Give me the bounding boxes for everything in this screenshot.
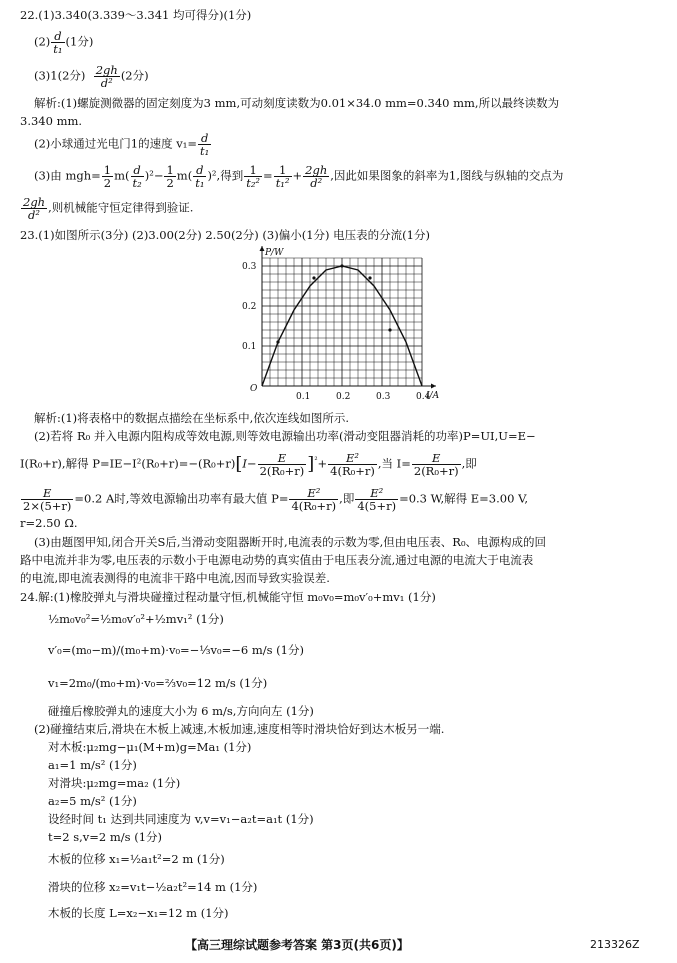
x-axis-arrow xyxy=(431,384,436,389)
page-footer-title: 【高三理综试题参考答案 第3页(共6页)】 xyxy=(185,938,409,952)
data-point xyxy=(388,328,391,331)
q24-line-8: a₁=1 m/s² (1分) xyxy=(48,758,137,772)
q24-line-1: 24.解:(1)橡胶弹丸与滑块碰撞过程动量守恒,机械能守恒 m₀v₀=m₀v′₀+mv₁ (1分) xyxy=(20,590,436,604)
q24-line-11: 设经时间 t₁ 达到共同速度为 v,v=v₁−a₂t=a₁t (1分) xyxy=(48,812,314,826)
q22-answer-1: 22.(1)3.340(3.339～3.341 均可得分)(1分) xyxy=(20,8,252,22)
q24-line-3: v′₀=(m₀−m)/(m₀+m)·v₀=−⅓v₀=−6 m/s (1分) xyxy=(48,643,304,657)
data-point xyxy=(276,340,279,343)
q24-line-9: 对滑块:μ₂mg=ma₂ (1分) xyxy=(48,776,181,790)
y-tick-label: 0.3 xyxy=(242,262,257,272)
y-tick-label: 0.2 xyxy=(242,302,257,312)
q24-line-15: 木板的长度 L=x₂−x₁=12 m (1分) xyxy=(48,906,229,920)
data-point xyxy=(340,264,343,267)
y-tick-label: 0.1 xyxy=(242,342,257,352)
q23-explain-4: $\frac{E}{2\times(5+r)}$ =0.2 A时,等效电源输出功率有最大值 P= $\frac{\text{E²}}{\text{4(R₀+r)}}$ ,即 $\frac{\text{E²}}{4(5+r)}$ =0.3 W,解得 E=3.00 V, xyxy=(23,486,529,514)
q22-answer-3: (3)1(2分) $\frac{2gh}{\text{d²}}$ (2分) xyxy=(34,63,149,91)
data-point xyxy=(368,276,371,279)
q23-explain-2: (2)若将 R₀ 并入电源内阻构成等效电源,则等效电源输出功率(滑动变阻器消耗的功率)P=UI,U=E− xyxy=(34,429,536,443)
q24-line-7: 对木板:μ₂mg−μ₁(M+m)g=Ma₁ (1分) xyxy=(48,740,252,754)
q24-line-14: 滑块的位移 x₂=v₁t−½a₂t²=14 m (1分) xyxy=(48,880,258,894)
q24-line-4: v₁=2m₀/(m₀+m)·v₀=⅔v₀=12 m/s (1分) xyxy=(48,676,268,690)
q24-line-13: 木板的位移 x₁=½a₁t²=2 m (1分) xyxy=(48,852,225,866)
y-axis-label: P/W xyxy=(265,248,284,258)
x-axis-label: I/A xyxy=(426,391,440,401)
power-current-chart xyxy=(236,244,442,404)
q23-explain-5: r=2.50 Ω. xyxy=(20,516,78,530)
q24-line-2: ½m₀v₀²=½m₀v′₀²+½mv₁² (1分) xyxy=(48,612,224,626)
x-tick-label: 0.4 xyxy=(416,392,431,402)
q23-answer: 23.(1)如图所示(3分) (2)3.00(2分) 2.50(2分) (3)偏小(1分) 电压表的分流(1分) xyxy=(20,228,430,242)
q23-explain-3: I(R₀+r),解得 P=IE−I²(R₀+r)=−(R₀+r)[I− $\frac{E}{\text{2(R₀+r)}}$ ]$^{^2}$+ $\frac{\text{E²}}{\text{4(R₀+r)}}$ ,当 I= $\frac{E}{\text{2(R₀+r)}}$ ,即 xyxy=(20,451,477,479)
data-point xyxy=(312,276,315,279)
q22-explain-2: (2)小球通过光电门1的速度 v₁= $\frac{d}{\text{t₁}}$ xyxy=(34,131,210,159)
q22-answer-2: (2) $\frac{d}{\text{t₁}}$ (1分) xyxy=(34,29,94,57)
q22-explain-1b: 3.340 mm. xyxy=(20,114,83,128)
q22-explain-3: (3)由 mgh= $\frac{1}{2}$ m( $\frac{d}{\text{t₂}}$ )²− $\frac{1}{2}$ m( $\frac{d}{\text{t₁}}$ )²,得到 $\frac{1}{\text{t₂²}}$ = $\frac{1}{\text{t₁²}}$ + $\frac{2gh}{\text{d²}}$ ,因此如果图象的斜率为1,图线与纵轴的交点为 xyxy=(34,163,564,191)
page-footer-code: 213326Z xyxy=(590,938,640,951)
q22-explain-1: 解析:(1)螺旋测微器的固定刻度为3 mm,可动刻度读数为0.01×34.0 mm=0.340 mm,所以最终读数为 xyxy=(34,96,560,110)
q24-line-10: a₂=5 m/s² (1分) xyxy=(48,794,137,808)
q24-line-6: (2)碰撞结束后,滑块在木板上减速,木板加速,速度相等时滑块恰好到达木板另一端. xyxy=(34,722,445,736)
x-tick-label: 0.3 xyxy=(376,392,391,402)
q23-explain-7: 路中电流并非为零,电压表的示数小于电源电动势的真实值由于电压表分流,通过电源的电流大于电流表 xyxy=(20,553,534,567)
q22-explain-4: $\frac{2gh}{\text{d²}}$ ,则机械能守恒定律得到验证. xyxy=(23,195,194,223)
q24-line-5: 碰撞后橡胶弹丸的速度大小为 6 m/s,方向向左 (1分) xyxy=(48,704,314,718)
q23-explain-1: 解析:(1)将表格中的数据点描绘在坐标系中,依次连线如图所示. xyxy=(34,411,349,425)
x-tick-label: 0.2 xyxy=(336,392,351,402)
origin-label: O xyxy=(250,384,258,394)
x-tick-label: 0.1 xyxy=(296,392,311,402)
q23-explain-8: 的电流,即电流表测得的电流非干路中电流,因而导致实验误差. xyxy=(20,571,330,585)
q24-line-12: t=2 s,v=2 m/s (1分) xyxy=(48,830,163,844)
y-axis-arrow xyxy=(260,246,265,251)
q23-explain-6: (3)由题图甲知,闭合开关S后,当滑动变阻器断开时,电流表的示数为零,但由电压表、R₀、电源构成的回 xyxy=(34,535,547,549)
